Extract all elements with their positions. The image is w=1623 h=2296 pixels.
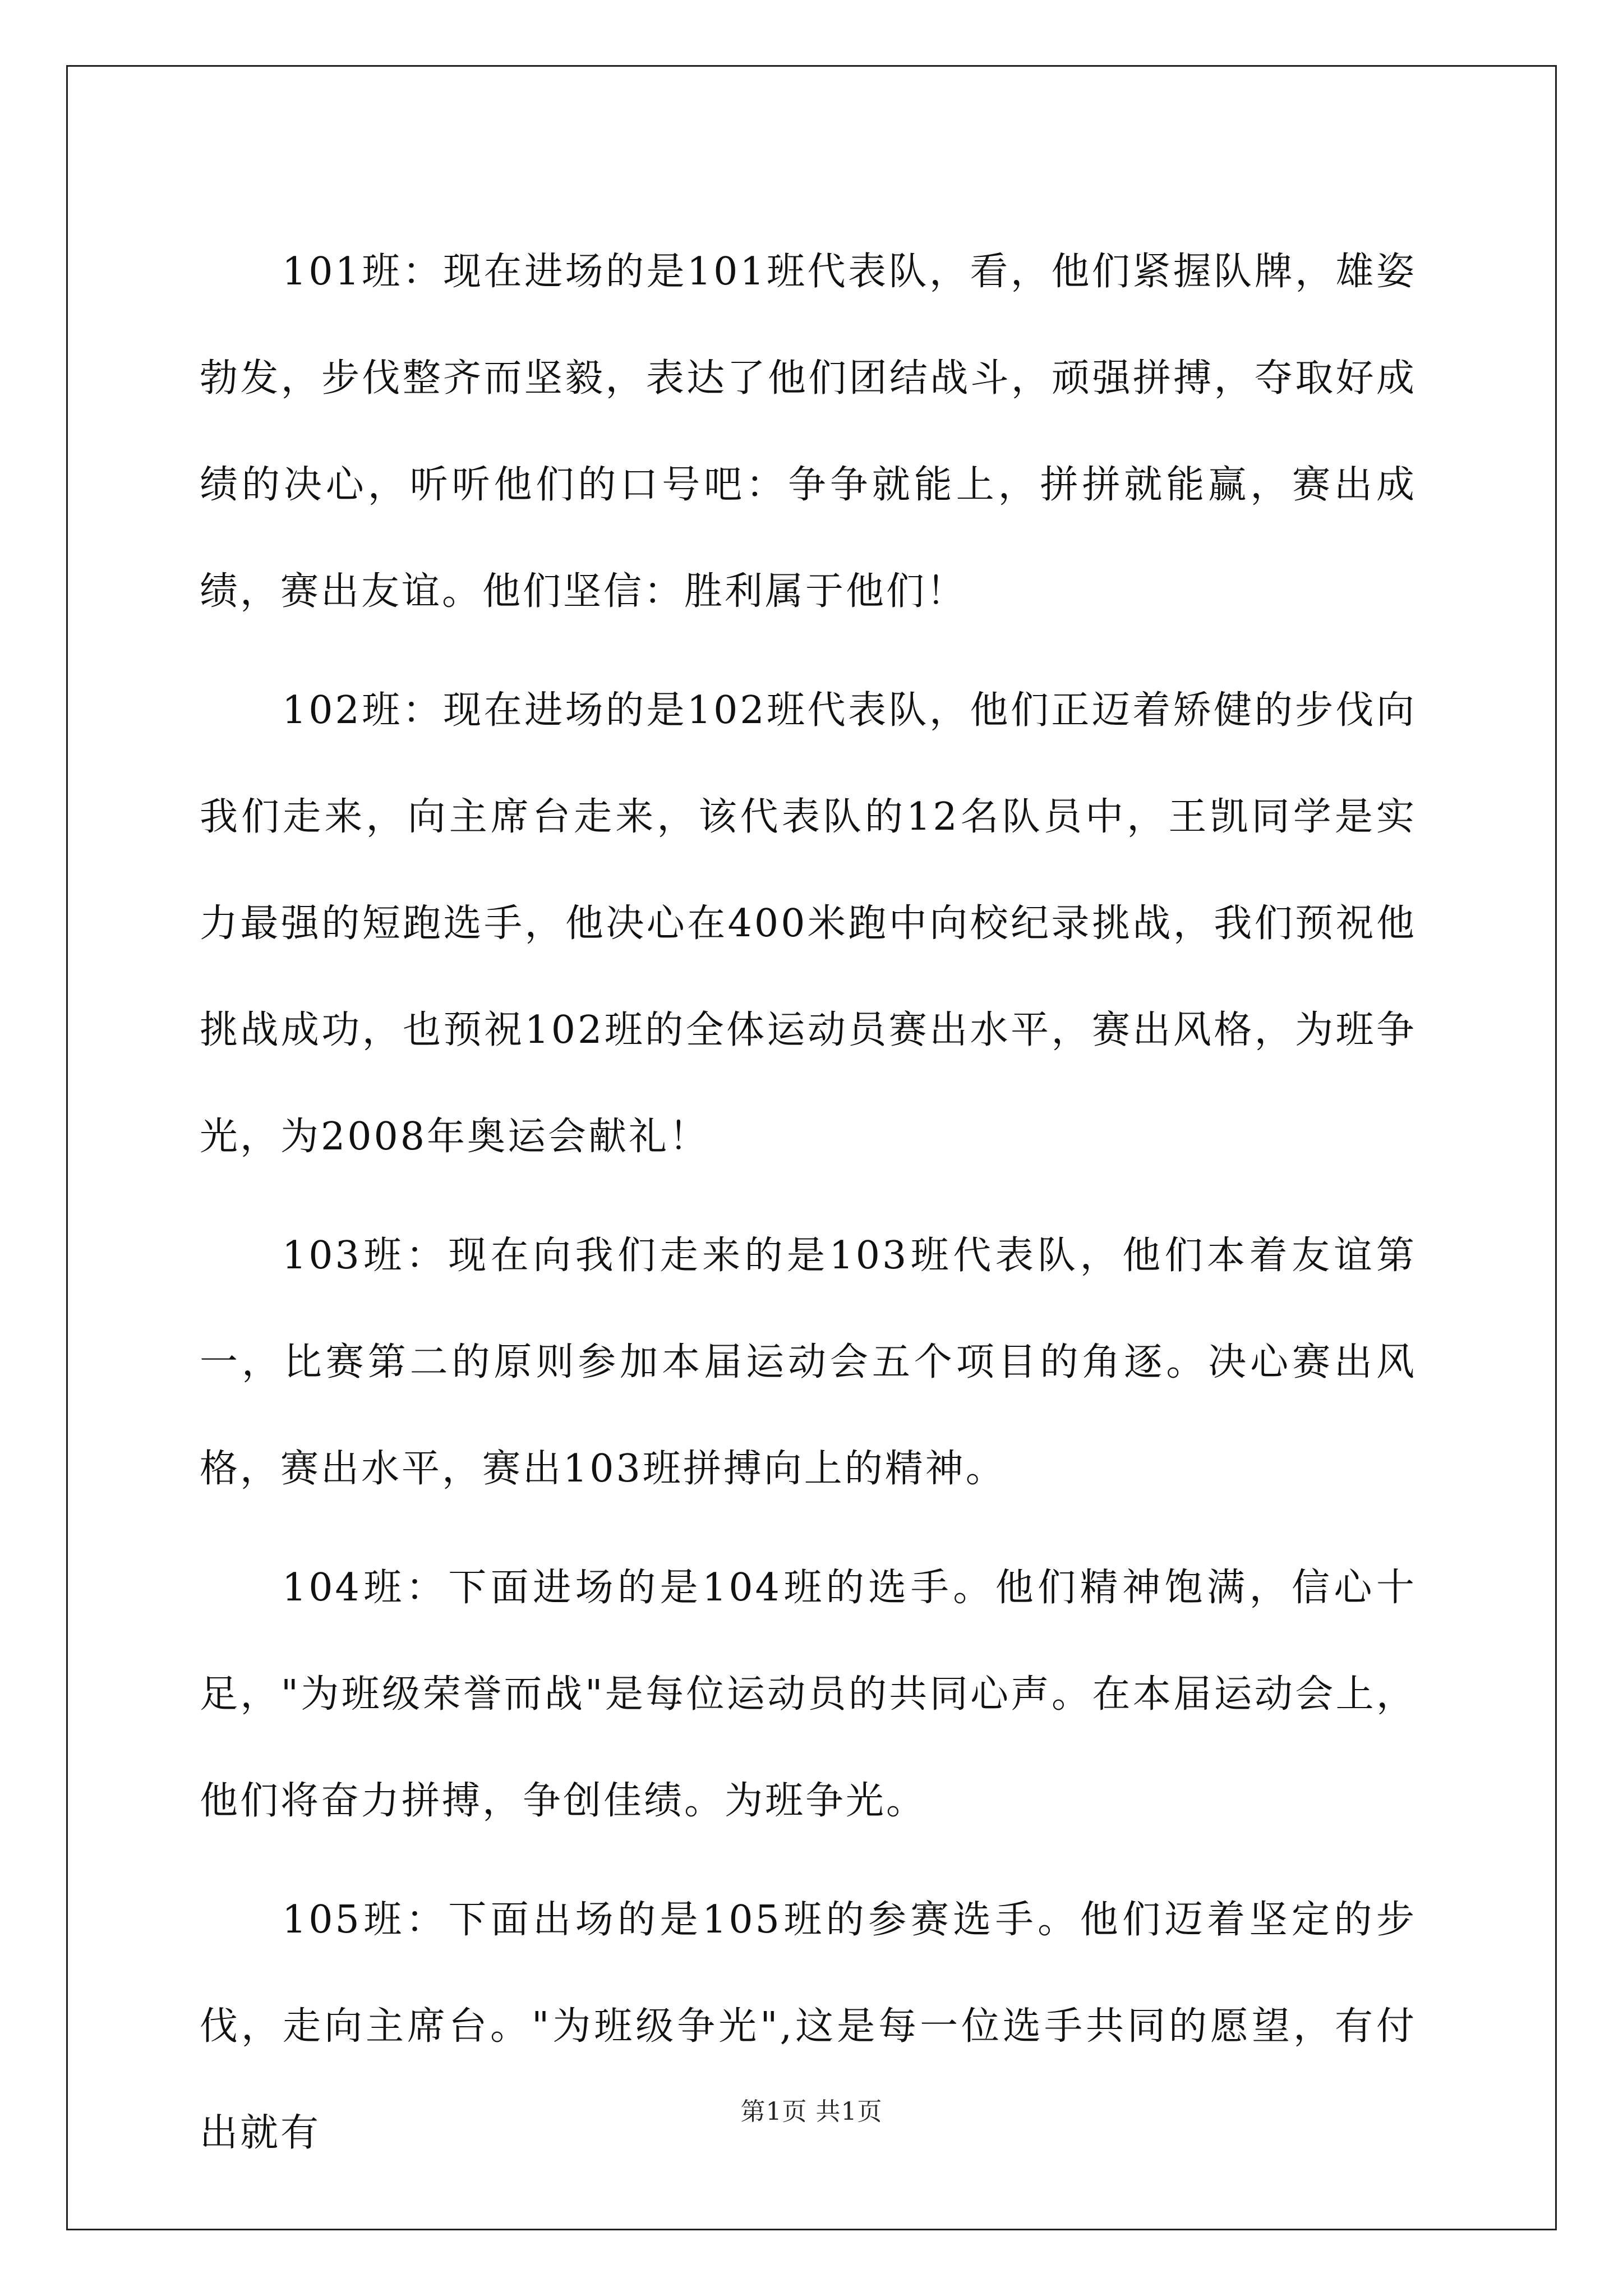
paragraph-103: 103班：现在向我们走来的是103班代表队，他们本着友谊第一，比赛第二的原则参加本届运动会五个项目的角逐。决心赛出风格，赛出水平，赛出103班拼搏向上的精神。 [200, 1234, 1417, 1491]
paragraph-102: 102班：现在进场的是102班代表队，他们正迈着矫健的步伐向我们走来，向主席台走来，该代表队的12名队员中，王凯同学是实力最强的短跑选手，他决心在400米跑中向校纪录挑战，我们预祝他挑战成功，也预祝102班的全体运动员赛出水平，赛出风格，为班争光，为2008年奥运会献礼！ [200, 688, 1417, 1159]
document-body [200, 219, 1417, 2199]
paragraph-104: 104班：下面进场的是104班的选手。他们精神饱满，信心十足，"为班级荣誉而战"是每位运动员的共同心声。在本届运动会上，他们将奋力拼搏，争创佳绩。为班争光。 [200, 1566, 1417, 1823]
page-number-footer: 第1页 共1页 [740, 2097, 883, 2126]
paragraph-105: 105班：下面出场的是105班的参赛选手。他们迈着坚定的步伐，走向主席台。"为班级争光",这是每一位选手共同的愿望，有付出就有 [200, 1898, 1417, 2155]
paragraph-101: 101班：现在进场的是101班代表队，看，他们紧握队牌，雄姿勃发，步伐整齐而坚毅，表达了他们团结战斗，顽强拼搏，夺取好成绩的决心，听听他们的口号吧：争争就能上，拼拼就能赢，赛出成绩，赛出友谊。他们坚信：胜利属于他们！ [200, 250, 1417, 614]
